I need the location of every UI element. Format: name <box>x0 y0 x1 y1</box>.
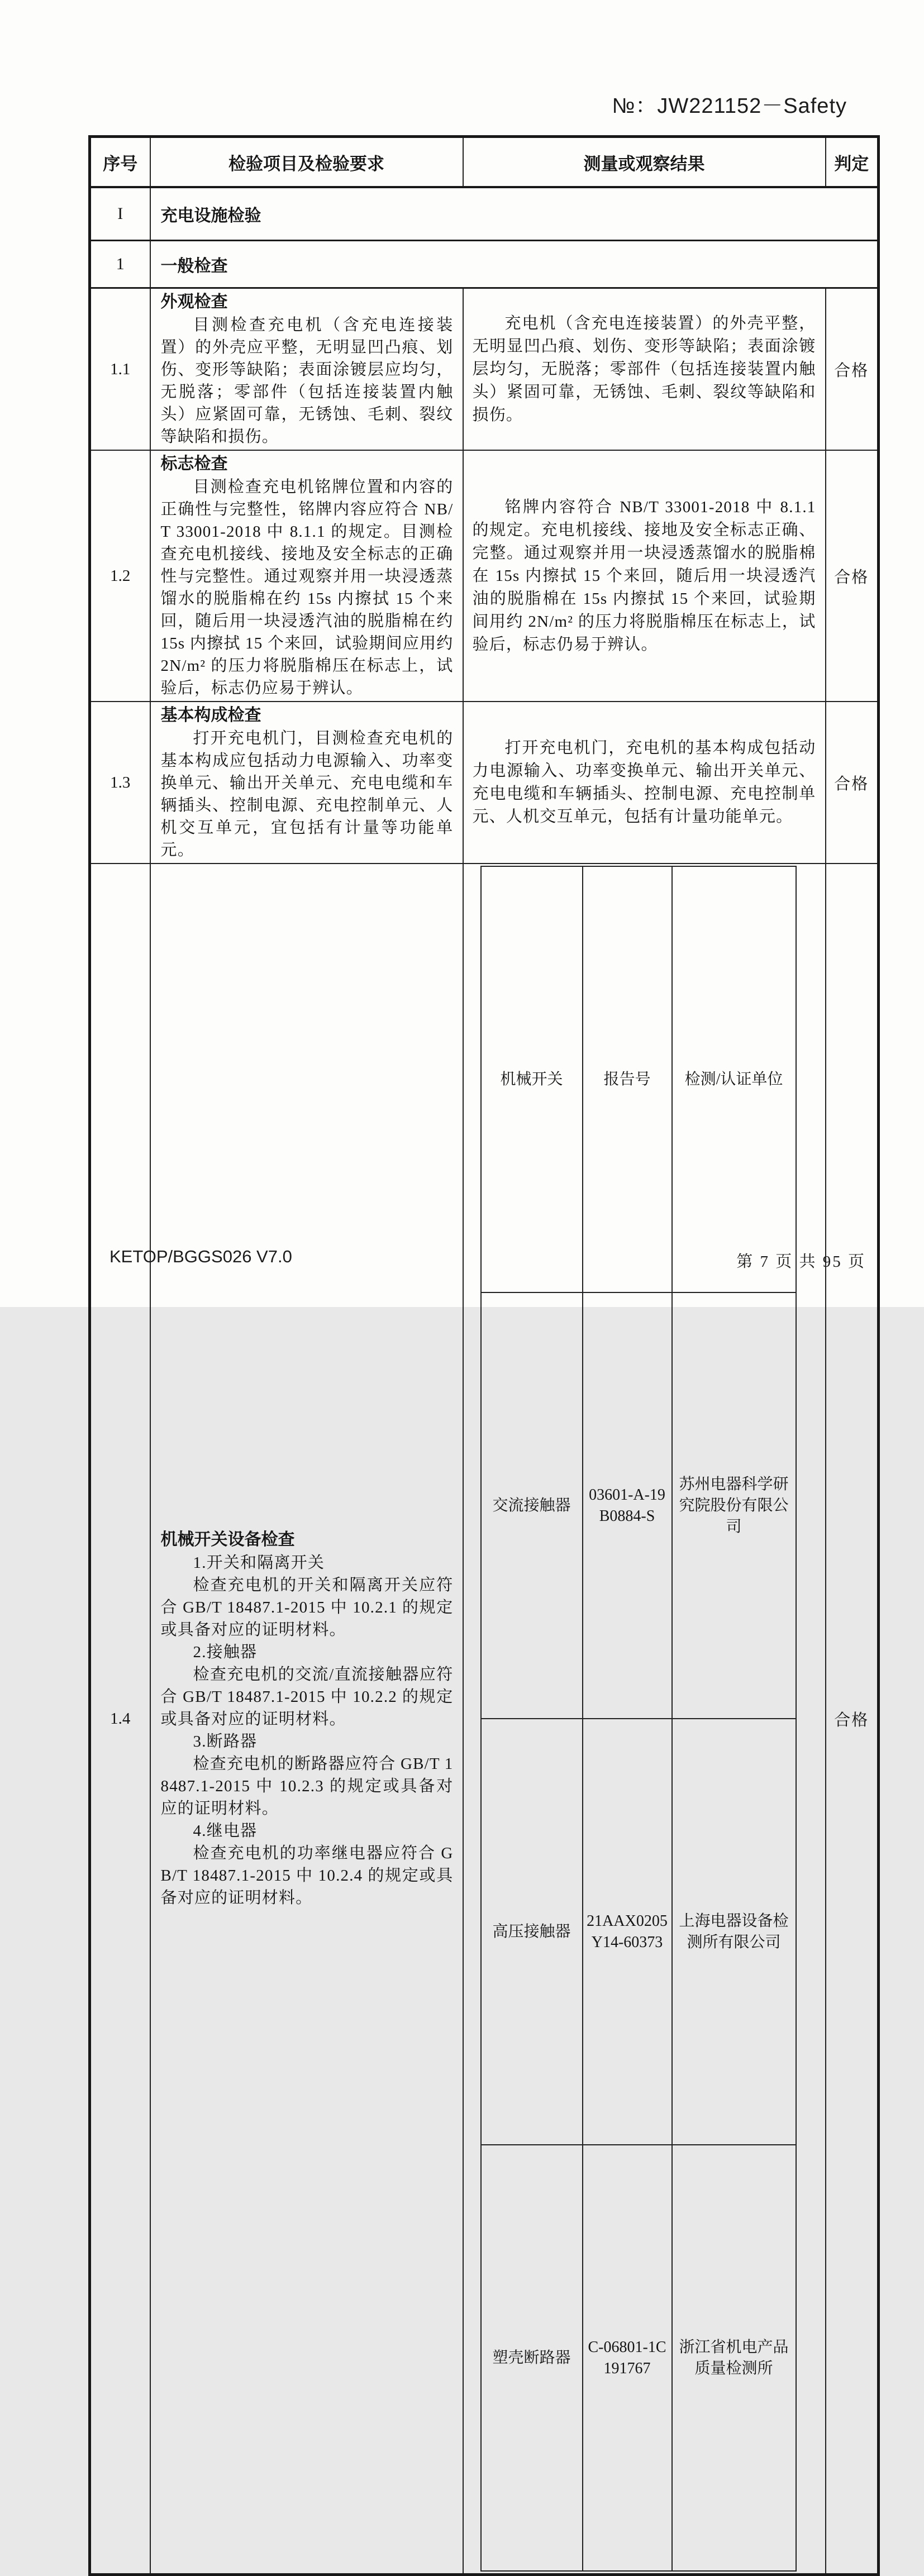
result-cell <box>463 864 826 2575</box>
item-paragraph: 检查充电机的断路器应符合 GB/T 18487.1-2015 中 10.2.3 的规定或具备对应的证明材料。 <box>160 1755 454 1817</box>
mechanical-switch-table <box>480 866 797 2572</box>
item-cell <box>150 288 463 451</box>
row-no: 1.2 <box>90 450 150 702</box>
header-cell-item: 检验项目及检验要求 <box>150 137 463 188</box>
row-no: 1.1 <box>90 288 150 451</box>
item-title: 基本构成检查 <box>160 706 261 724</box>
item-paragraph: 目测检查充电机（含充电连接装置）的外壳应平整，无明显凹凸痕、划伤、变形等缺陷；表面涂镀层应均匀，无脱落；零部件（包括连接装置内触头）应紧固可靠，无锈蚀、毛刺、裂纹等缺陷和损伤。 <box>160 316 454 446</box>
report-no-cell: 21AAX0205Y14-60373 <box>583 1719 672 2145</box>
result-cell <box>463 702 826 864</box>
header-cell-verdict: 判定 <box>826 137 879 188</box>
item-paragraph: 1.开关和隔离开关 <box>193 1554 325 1572</box>
item-title: 标志检查 <box>160 455 228 473</box>
table-row-1-3 <box>90 702 879 864</box>
section-no: 1 <box>90 241 150 288</box>
section-title: 充电设施检验 <box>150 187 879 241</box>
section-no: I <box>90 187 150 241</box>
item-paragraph: 检查充电机的功率继电器应符合 GB/T 18487.1-2015 中 10.2.4 的规定或具备对应的证明材料。 <box>160 1844 454 1907</box>
item-title: 外观检查 <box>160 293 228 311</box>
result-cell <box>463 288 826 451</box>
item-paragraph: 目测检查充电机铭牌位置和内容的正确性与完整性，铭牌内容应符合 NB/T 33001-2018 中 8.1.1 的规定。目测检查充电机接线、接地及安全标志的正确性与完整性。通过观察并用一块浸透蒸馏水的脱脂棉在约 15s 内擦拭 15 个来回，随后用一块浸透汽油的脱脂棉在约 15s 内擦拭 15 个来回，试验期间应用约 2N/m² 的压力将脱脂棉压在标志上，试验后，标志仍应易于辨认。 <box>160 478 454 697</box>
item-paragraph: 检查充电机的交流/直流接触器应符合 GB/T 18487.1-2015 中 10.2.2 的规定或具备对应的证明材料。 <box>160 1666 454 1728</box>
result-paragraph: 充电机（含充电连接装置）的外壳平整，无明显凹凸痕、划伤、变形等缺陷；表面涂镀层均匀，无脱落；零部件（包括连接装置内触头）紧固可靠，无锈蚀、毛刺、裂纹等缺陷和损伤。 <box>472 314 816 424</box>
table-row-1-4 <box>90 864 879 2575</box>
verdict-cell: 合格 <box>826 450 879 702</box>
header-cell-no: 序号 <box>90 137 150 188</box>
item-cell <box>150 702 463 864</box>
doc-number: №：JW221152－Safety <box>612 94 847 118</box>
item-cell <box>150 450 463 702</box>
footer-form-code: KETOP/BGGS026 V7.0 <box>109 1247 292 1266</box>
agency-cell: 浙江省机电产品质量检测所 <box>672 2145 796 2571</box>
item-paragraph: 3.断路器 <box>193 1733 258 1750</box>
result-cell <box>463 450 826 702</box>
device-cell: 塑壳断路器 <box>481 2145 583 2571</box>
verdict-cell: 合格 <box>826 702 879 864</box>
item-title: 机械开关设备检查 <box>160 1530 295 1549</box>
footer-page-number: 第 7 页 共 95 页 <box>736 1253 866 1271</box>
section-row-general-check <box>90 241 879 288</box>
item-paragraph: 2.接触器 <box>193 1643 258 1661</box>
verdict-cell: 合格 <box>826 864 879 2575</box>
header-cell-result: 测量或观察结果 <box>463 137 826 188</box>
result-paragraph: 打开充电机门，充电机的基本构成包括动力电源输入、功率变换单元、输出开关单元、充电电缆和车辆插头、控制电源、充电控制单元、人机交互单元，包括有计量功能单元。 <box>472 739 816 826</box>
agency-cell: 苏州电器科学研究院股份有限公司 <box>672 1292 796 1719</box>
device-cell: 高压接触器 <box>481 1719 583 2145</box>
section-row-charging-facility <box>90 187 879 241</box>
result-paragraph: 铭牌内容符合 NB/T 33001-2018 中 8.1.1 的规定。充电机接线、接地及安全标志正确、完整。通过观察并用一块浸透蒸馏水的脱脂棉在 15s 内擦拭 15 个来回，随后用一块浸透汽油的脱脂棉在 15s 内擦拭 15 个来回，试验期间用约 2N/m² 的压力将脱脂棉压在标志上，试验后，标志仍易于辨认。 <box>472 498 816 653</box>
agency-cell: 上海电器设备检测所有限公司 <box>672 1719 796 2145</box>
report-no-cell: 03601-A-19B0884-S <box>583 1292 672 1719</box>
section-title: 一般检查 <box>150 241 879 288</box>
table-row-1-1 <box>90 288 879 451</box>
inner-header-row <box>481 866 796 1292</box>
item-paragraph: 4.继电器 <box>193 1822 258 1840</box>
item-paragraph: 检查充电机的开关和隔离开关应符合 GB/T 18487.1-2015 中 10.2.1 的规定或具备对应的证明材料。 <box>160 1576 454 1639</box>
row-no: 1.3 <box>90 702 150 864</box>
verdict-cell: 合格 <box>826 288 879 451</box>
inner-header-agency: 检测/认证单位 <box>672 866 796 1292</box>
inner-header-report-no: 报告号 <box>583 866 672 1292</box>
inner-row-mccb <box>481 2145 796 2571</box>
report-no-cell: C-06801-1C191767 <box>583 2145 672 2571</box>
inner-row-ac-contactor <box>481 1292 796 1719</box>
item-paragraph: 打开充电机门，目测检查充电机的基本构成应包括动力电源输入、功率变换单元、输出开关单元、充电电缆和车辆插头、控制电源、充电控制单元、人机交互单元，宜包括有计量等功能单元。 <box>160 729 454 859</box>
item-cell <box>150 864 463 2575</box>
row-no: 1.4 <box>90 864 150 2575</box>
table-row-1-2 <box>90 450 879 702</box>
inspection-table <box>88 135 880 2576</box>
table-header-row <box>90 137 879 188</box>
inner-header-device: 机械开关 <box>481 866 583 1292</box>
inner-row-hv-contactor <box>481 1719 796 2145</box>
device-cell: 交流接触器 <box>481 1292 583 1719</box>
